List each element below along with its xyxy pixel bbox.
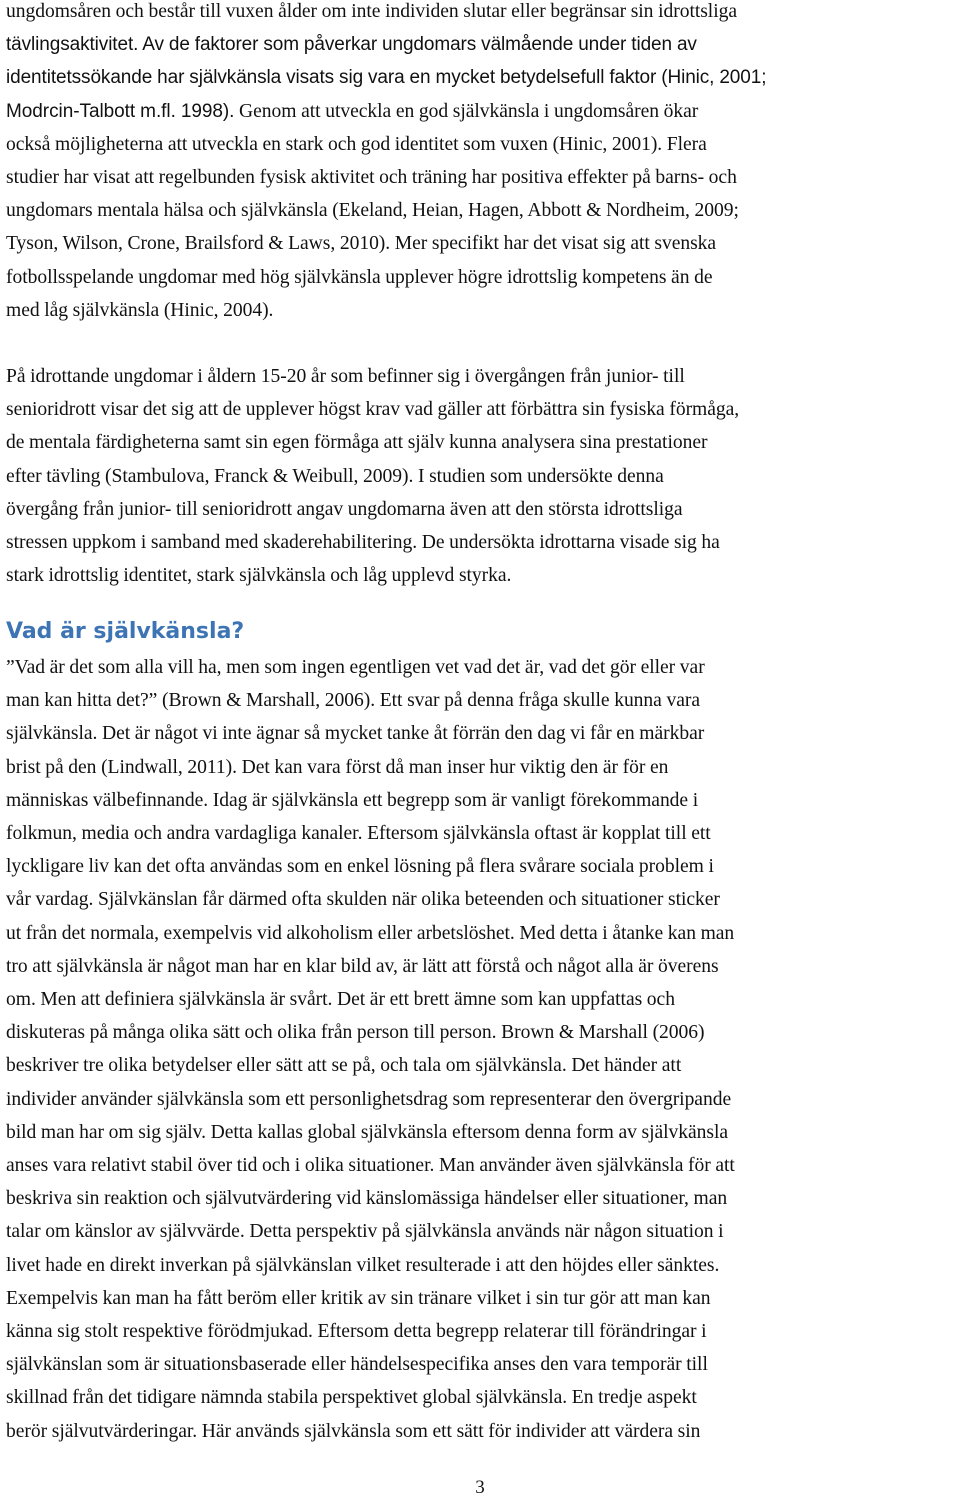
text-line: fotbollsspelande ungdomar med hög självkänsla upplever högre idrottslig kompetens än de (6, 266, 713, 288)
text-line: beskriva sin reaktion och självutvärdering vid känslomässiga händelser eller situationer, man (6, 1188, 728, 1210)
text-line: ungdomars mentala hälsa och självkänsla (Ekeland, Heian, Hagen, Abbott & Nordheim, 2009; (6, 200, 739, 222)
text-line: talar om känslor av självvärde. Detta perspektiv på självkänsla används när någon situation i (6, 1221, 724, 1243)
text-line: skillnad från det tidigare nämnda stabila perspektivet global självkänsla. En tredje aspekt (6, 1387, 697, 1409)
text-line: man kan hitta det?” (Brown & Marshall, 2006). Ett svar på denna fråga skulle kunna vara (6, 690, 700, 712)
text-line: stressen uppkom i samband med skaderehabilitering. De undersökta idrottarna visade sig ha (6, 532, 720, 554)
text-line: också möjligheterna att utveckla en stark och god identitet som vuxen (Hinic, 2001). Flera (6, 133, 707, 155)
text-line: anses vara relativt stabil över tid och i olika situationer. Man använder även självkänsla för att (6, 1155, 735, 1177)
text-line: individer använder självkänsla som ett personlighetsdrag som representerar den övergripande (6, 1088, 732, 1110)
paragraph-intro-continued (6, 0, 956, 327)
text-line: beskriver tre olika betydelser eller sätt att se på, och tala om självkänsla. Det händer att (6, 1055, 682, 1077)
text-line: brist på den (Lindwall, 2011). Det kan vara först då man inser hur viktig den är för en (6, 756, 669, 778)
text-line: ungdomsåren och består till vuxen ålder om inte individen slutar eller begränsar sin idrottsliga (6, 1, 737, 22)
paragraph-transition (6, 360, 956, 592)
text-line: om. Men att definiera självkänsla är svårt. Det är ett brett ämne som kan uppfattas och (6, 989, 675, 1011)
text-line: diskuteras på många olika sätt och olika från person till person. Brown & Marshall (2006) (6, 1022, 705, 1044)
text-line: människas välbefinnande. Idag är självkänsla ett begrepp som är vanligt förekommande i (6, 789, 699, 811)
text-line: övergång från junior- till senioridrott angav ungdomarna även att den största idrottsliga (6, 498, 683, 520)
text-line: identitetssökande har självkänsla visats sig vara en mycket betydelsefull faktor (Hinic, 2001; (6, 67, 767, 89)
text-line: känna sig stolt respektive förödmjukad. Eftersom detta begrepp relaterar till förändringar i (6, 1321, 707, 1343)
text-line: folkmun, media och andra vardagliga kanaler. Eftersom självkänsla oftast är kopplat till ett (6, 823, 711, 845)
text-line: vår vardag. Självkänslan får därmed ofta skulden när olika beteenden och situationer sticker (6, 889, 720, 911)
page-number: 3 (475, 1477, 485, 1498)
text-line: Tyson, Wilson, Crone, Brailsford & Laws, 2010). Mer specifikt har det visat sig att svenska (6, 233, 717, 255)
text-line (6, 95, 956, 128)
text-line: tävlingsaktivitet. Av de faktorer som påverkar ungdomars välmående under tiden av (6, 34, 697, 56)
section-heading: Vad är självkänsla? (6, 619, 245, 644)
text-line: de mentala färdigheterna samt sin egen förmåga att själv kunna analysera sina prestationer (6, 432, 708, 454)
text-line: studier har visat att regelbunden fysisk aktivitet och träning har positiva effekter på barns- och (6, 167, 737, 189)
paragraph-definition (6, 651, 956, 1448)
text-line: senioridrott visar det sig att de upplever högst krav vad gäller att förbättra sin fysiska förmåga, (6, 399, 740, 421)
text-line: självkänsla. Det är något vi inte ägnar så mycket tanke åt förrän den dag vi får en märkbar (6, 723, 705, 745)
text-line: självkänslan som är situationsbaserade eller händelsespecifika anses den vara temporär till (6, 1354, 708, 1376)
text-line-serif-part: Genom att utveckla en god självkänsla i ungdomsåren ökar (234, 100, 699, 122)
text-line: stark idrottslig identitet, stark självkänsla och låg upplevd styrka. (6, 565, 512, 587)
text-line: efter tävling (Stambulova, Franck & Weibull, 2009). I studien som undersökte denna (6, 465, 664, 487)
text-line: ut från det normala, exempelvis vid alkoholism eller arbetslöshet. Med detta i åtanke kan man (6, 922, 735, 944)
text-line: tro att självkänsla är något man har en klar bild av, är lätt att förstå och något alla är överens (6, 955, 719, 977)
text-line: berör självutvärderingar. Här används självkänsla som ett sätt för individer att värdera sin (6, 1420, 701, 1442)
text-line: Exempelvis kan man ha fått beröm eller kritik av sin tränare vilket i sin tur gör att man kan (6, 1287, 711, 1309)
text-line-sans-part: Modrcin-Talbott m.fl. 1998). (6, 100, 235, 122)
text-line: med låg självkänsla (Hinic, 2004). (6, 299, 274, 321)
text-line: På idrottande ungdomar i åldern 15-20 år som befinner sig i övergången från junior- till (6, 366, 685, 387)
text-line: bild man har om sig själv. Detta kallas global självkänsla eftersom denna form av självkänsla (6, 1121, 729, 1143)
text-line: livet hade en direkt inverkan på självkänslan vilket resulterade i att den höjdes eller sänktes. (6, 1254, 720, 1276)
text-line: ”Vad är det som alla vill ha, men som ingen egentligen vet vad det är, vad det gör eller var (6, 657, 705, 678)
text-line: lyckligare liv kan det ofta användas som en enkel lösning på flera svårare sociala problem i (6, 856, 714, 878)
